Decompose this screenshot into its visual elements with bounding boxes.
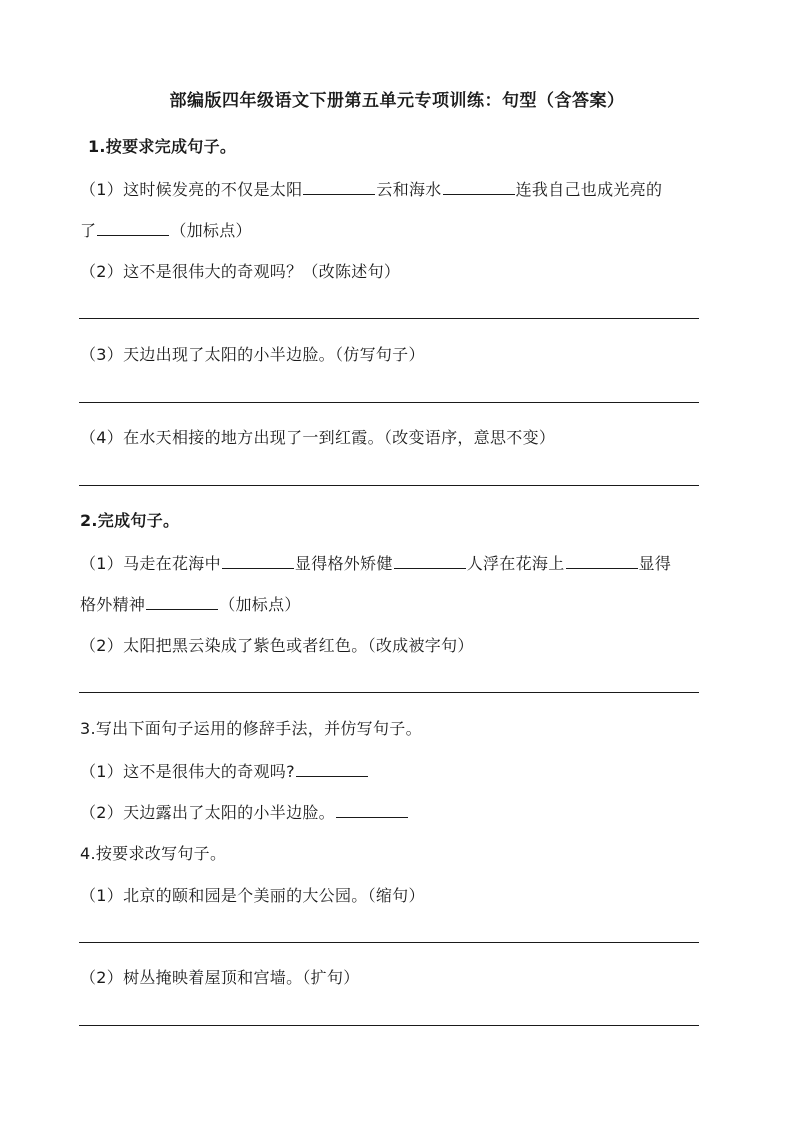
q1-item1-text-b: 云和海水 <box>376 180 442 199</box>
q2-item1-text-f: （加标点） <box>219 595 301 614</box>
q1-item1-line1 <box>80 178 662 201</box>
q1-item1-text-d: 了 <box>80 221 97 240</box>
q2-heading: 2.完成句子。 <box>80 511 180 530</box>
q4-item1: （1）北京的颐和园是个美丽的大公园。（缩句） <box>80 886 425 905</box>
q2-item1-text-d: 显得 <box>638 554 672 573</box>
q4-item2-answer-line[interactable] <box>79 1025 699 1026</box>
q2-item1-blank-1[interactable] <box>222 552 294 569</box>
q1-item1-blank-3[interactable] <box>97 219 169 236</box>
q3-item1-blank[interactable] <box>296 760 368 777</box>
q2-item1-blank-3[interactable] <box>566 552 638 569</box>
page-title: 部编版四年级语文下册第五单元专项训练：句型（含答案） <box>169 91 625 111</box>
q2-item1-text-a: （1）马走在花海中 <box>80 554 221 573</box>
q3-item2-blank[interactable] <box>336 801 408 818</box>
q3-item2 <box>80 801 409 824</box>
q1-item1-text-a: （1）这时候发亮的不仅是太阳 <box>80 180 303 199</box>
q1-item2: （2）这不是很伟大的奇观吗？（改陈述句） <box>80 262 401 281</box>
q2-item1-text-c: 人浮在花海上 <box>466 554 565 573</box>
q3-item2-text: （2）天边露出了太阳的小半边脸。 <box>80 803 335 822</box>
q1-item1-line2 <box>80 219 252 242</box>
q1-item1-blank-2[interactable] <box>443 178 515 195</box>
q1-item1-blank-1[interactable] <box>303 178 375 195</box>
q2-item1-line2 <box>80 593 301 616</box>
q3-item1-text: （1）这不是很伟大的奇观吗? <box>80 762 295 781</box>
q1-item1-text-c: 连我自己也成光亮的 <box>515 180 663 199</box>
q2-item1-blank-2[interactable] <box>394 552 466 569</box>
q3-heading: 3.写出下面句子运用的修辞手法，并仿写句子。 <box>80 719 422 738</box>
q1-item3-answer-line[interactable] <box>79 402 699 403</box>
q2-item1-text-e: 格外精神 <box>80 595 146 614</box>
q2-item1-blank-4[interactable] <box>146 593 218 610</box>
q2-item2: （2）太阳把黑云染成了紫色或者红色。（改成被字句） <box>80 636 474 655</box>
q4-item1-answer-line[interactable] <box>79 942 699 943</box>
q1-heading: 1.按要求完成句子。 <box>88 137 237 156</box>
q2-item2-answer-line[interactable] <box>79 692 699 693</box>
q3-item1 <box>80 760 369 783</box>
q1-item2-answer-line[interactable] <box>79 318 699 319</box>
q4-item2: （2）树丛掩映着屋顶和宫墙。（扩句） <box>80 968 360 987</box>
q1-item4-answer-line[interactable] <box>79 485 699 486</box>
q2-item1-line1 <box>80 552 671 575</box>
q2-item1-text-b: 显得格外矫健 <box>294 554 393 573</box>
q1-item1-text-e: （加标点） <box>170 221 252 240</box>
q1-item4: （4）在水天相接的地方出现了一到红霞。（改变语序，意思不变） <box>80 428 556 447</box>
q1-item3: （3）天边出现了太阳的小半边脸。（仿写句子） <box>80 345 425 364</box>
q4-heading: 4.按要求改写句子。 <box>80 844 227 863</box>
